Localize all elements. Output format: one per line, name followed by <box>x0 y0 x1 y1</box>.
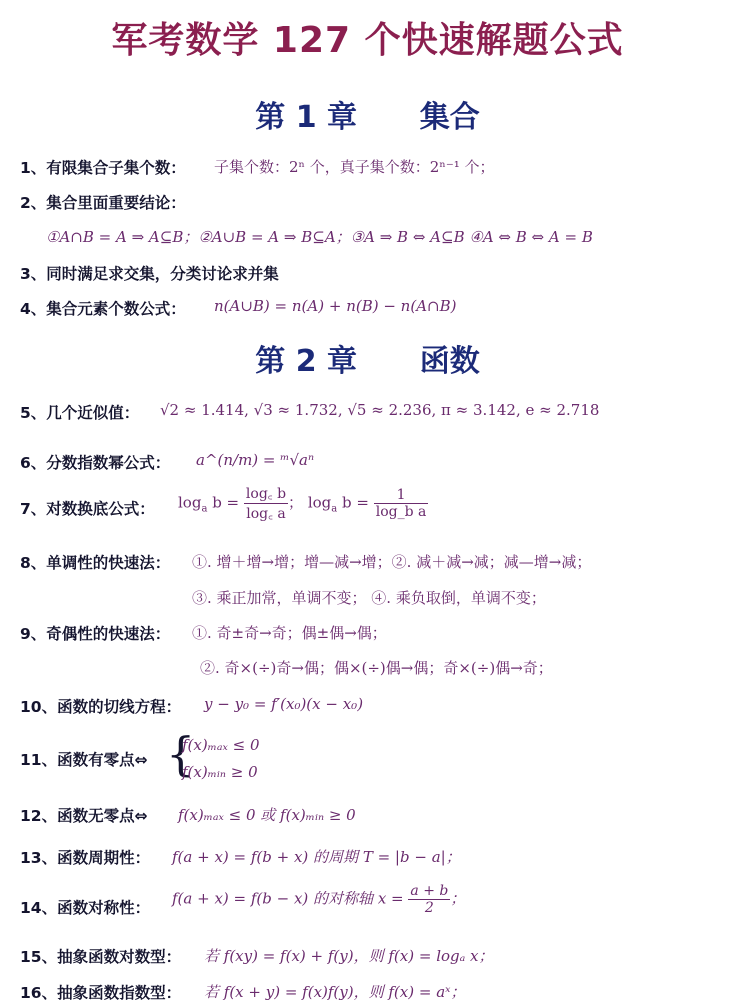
item-16-formula: 若 f(x + y) = f(x)f(y)，则 f(x) = aˣ； <box>204 983 466 1001</box>
page-title: 军考数学 127 个快速解题公式 <box>111 20 624 61</box>
change-of-base-fraction <box>244 484 288 523</box>
item-15-label: 15、抽象函数对数型： <box>20 948 182 966</box>
item-9-label: 9、奇偶性的快速法： <box>20 625 171 643</box>
item-11-line-2: f(x)ₘᵢₙ ≥ 0 <box>182 763 258 781</box>
item-4-formula: n(A∪B) = n(A) + n(B) − n(A∩B) <box>214 297 457 315</box>
item-1-formula: 子集个数：2ⁿ 个，真子集个数：2ⁿ⁻¹ 个； <box>214 158 495 176</box>
item-2-label: 2、集合里面重要结论： <box>20 194 186 212</box>
symmetry-expression: f(a + x) = f(b − x) 的对称轴 x = <box>172 889 404 908</box>
item-9-line-1: ①. 奇±奇→奇；偶±偶→偶； <box>192 624 387 642</box>
separator: ； <box>288 493 304 512</box>
axis-fraction <box>408 883 450 916</box>
axis-numerator: a + b <box>410 883 449 899</box>
item-8-line-2: ③. 乘正加常，单调不变； ④. 乘负取倒，单调不变； <box>192 589 546 607</box>
item-4-label: 4、集合元素个数公式： <box>20 300 186 318</box>
item-7-formula <box>178 484 428 523</box>
log-text: log <box>178 493 202 512</box>
item-6-label: 6、分数指数幂公式： <box>20 454 171 472</box>
item-16-label: 16、抽象函数指数型： <box>20 984 182 1002</box>
chapter-1-heading: 第 1 章 集合 <box>255 100 480 135</box>
log-text-2: log <box>307 493 332 512</box>
item-1-label: 1、有限集合子集个数： <box>20 159 186 177</box>
chapter-2-heading: 第 2 章 函数 <box>255 344 480 379</box>
item-13-label: 13、函数周期性： <box>20 849 151 867</box>
item-3-label: 3、同时满足求交集，分类讨论求并集 <box>20 265 279 283</box>
item-8-label: 8、单调性的快速法： <box>20 554 171 572</box>
item-15-formula: 若 f(xy) = f(x) + f(y)，则 f(x) = logₐ x； <box>204 947 494 965</box>
item-5-label: 5、几个近似值： <box>20 404 140 422</box>
fraction-denominator: log꜀ a <box>246 506 286 522</box>
log-base: a <box>201 503 208 515</box>
item-8-line-1: ①. 增＋增→增；增—减→增；②. 减＋减→减；减—增→减； <box>192 553 592 571</box>
fraction-numerator: log꜀ b <box>245 486 287 502</box>
fraction-numerator-2: 1 <box>374 487 429 504</box>
item-10-label: 10、函数的切线方程： <box>20 698 182 716</box>
fraction-denominator-2: log_b a <box>375 504 427 520</box>
item-14-label: 14、函数对称性： <box>20 899 151 917</box>
item-11-line-1: f(x)ₘₐₓ ≤ 0 <box>182 736 260 754</box>
item-14-formula <box>172 883 465 916</box>
item-12-formula: f(x)ₘₐₓ ≤ 0 或 f(x)ₘᵢₙ ≥ 0 <box>178 806 356 824</box>
reciprocal-fraction <box>374 487 429 520</box>
log-var-2: b = <box>342 493 369 512</box>
item-7-label: 7、对数换底公式： <box>20 500 155 518</box>
log-var: b = <box>212 493 240 512</box>
item-12-label: 12、函数无零点⇔ <box>20 807 148 825</box>
item-10-formula: y − y₀ = f′(x₀)(x − x₀) <box>204 695 364 713</box>
item-14-tail: ； <box>450 889 466 908</box>
item-5-formula: √2 ≈ 1.414, √3 ≈ 1.732, √5 ≈ 2.236, π ≈ 3.142, e ≈ 2.718 <box>160 401 600 419</box>
item-9-line-2: ②. 奇×(÷)奇→偶；偶×(÷)偶→偶；奇×(÷)偶→奇； <box>200 659 553 677</box>
item-2-formula: ①A∩B = A ⇒ A⊆B；②A∪B = A ⇒ B⊆A；③A ⇒ B ⇔ A⊆B ④A ⇔ B ⇔ A = B <box>46 228 593 246</box>
log-base-2: a <box>331 503 338 515</box>
item-13-formula: f(a + x) = f(b + x) 的周期 T = |b − a|； <box>172 848 461 866</box>
left-brace: { <box>166 727 196 781</box>
axis-denominator: 2 <box>424 900 434 916</box>
item-6-formula: a^(n/m) = ᵐ√aⁿ <box>196 451 315 469</box>
item-11-label: 11、函数有零点⇔ <box>20 751 148 769</box>
